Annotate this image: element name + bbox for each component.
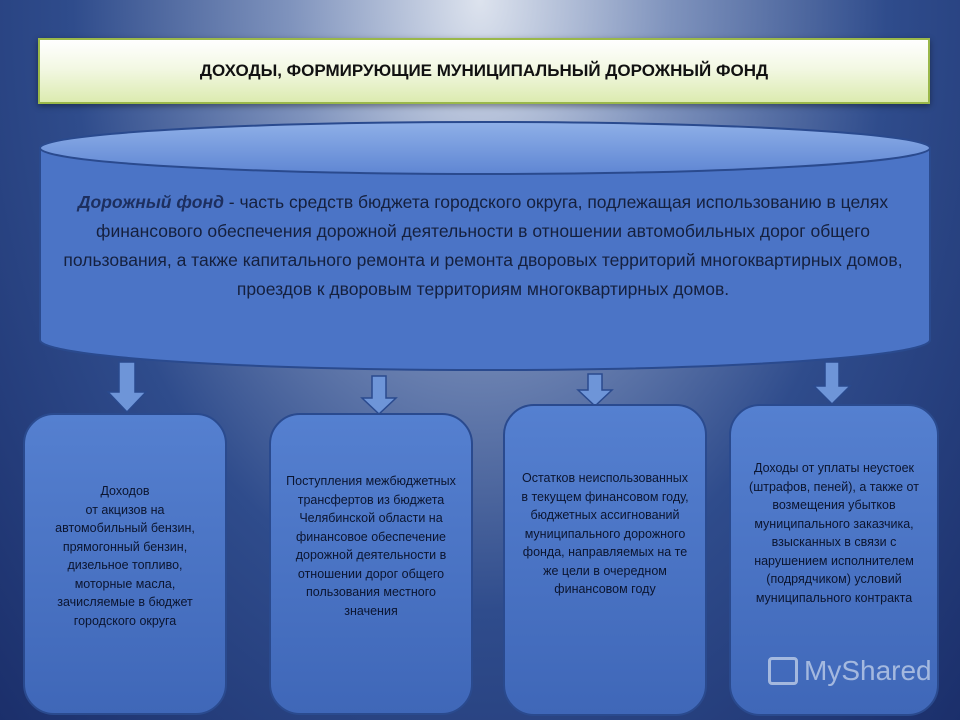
source-text-3: Остатков неиспользованных в текущем финансовом году, бюджетных ассигнований муниципального дорожного фонда, направляемых на те же цели в очередном финансовом году: [521, 471, 689, 596]
arrow-down-icon: [578, 374, 612, 406]
watermark: [768, 655, 932, 687]
title-text: ДОХОДЫ, ФОРМИРУЮЩИЕ МУНИЦИПАЛЬНЫЙ ДОРОЖНЫЙ ФОНД: [199, 61, 769, 80]
source-text-1: Доходов от акцизов на автомобильный бензин, прямогонный бензин, дизельное топливо, моторные масла, зачисляемые в бюджет городского округа: [55, 484, 195, 628]
definition-term: Дорожный фонд: [77, 192, 224, 212]
arrow-down-icon: [362, 376, 396, 414]
chart-icon: [768, 657, 798, 685]
source-text-4: Доходы от уплаты неустоек (штрафов, пеней), а также от возмещения убытков муниципального заказчика, взысканных в связи с нарушением исполнителем (подрядчиком) условий муниципального контракта: [749, 461, 919, 605]
source-text-2: Поступления межбюджетных трансфертов из бюджета Челябинской области на финансовое обеспечение дорожной деятельности в отношении дорог общего пользования местного значения: [286, 474, 456, 618]
definition-text: - часть средств бюджета городского округа, подлежащая использованию в целях финансового обеспечения дорожной деятельности в отношении автомобильных дорог общего пользования, а также капитального ремонта и ремонта дворовых территорий многоквартирных домов, проездов к дворовым территориям многоквартирных домов.: [63, 192, 903, 299]
fund-definition: [58, 188, 908, 304]
arrow-down-icon: [814, 362, 850, 404]
arrow-down-icon: [108, 362, 146, 412]
watermark-text: MyShared: [804, 655, 932, 686]
